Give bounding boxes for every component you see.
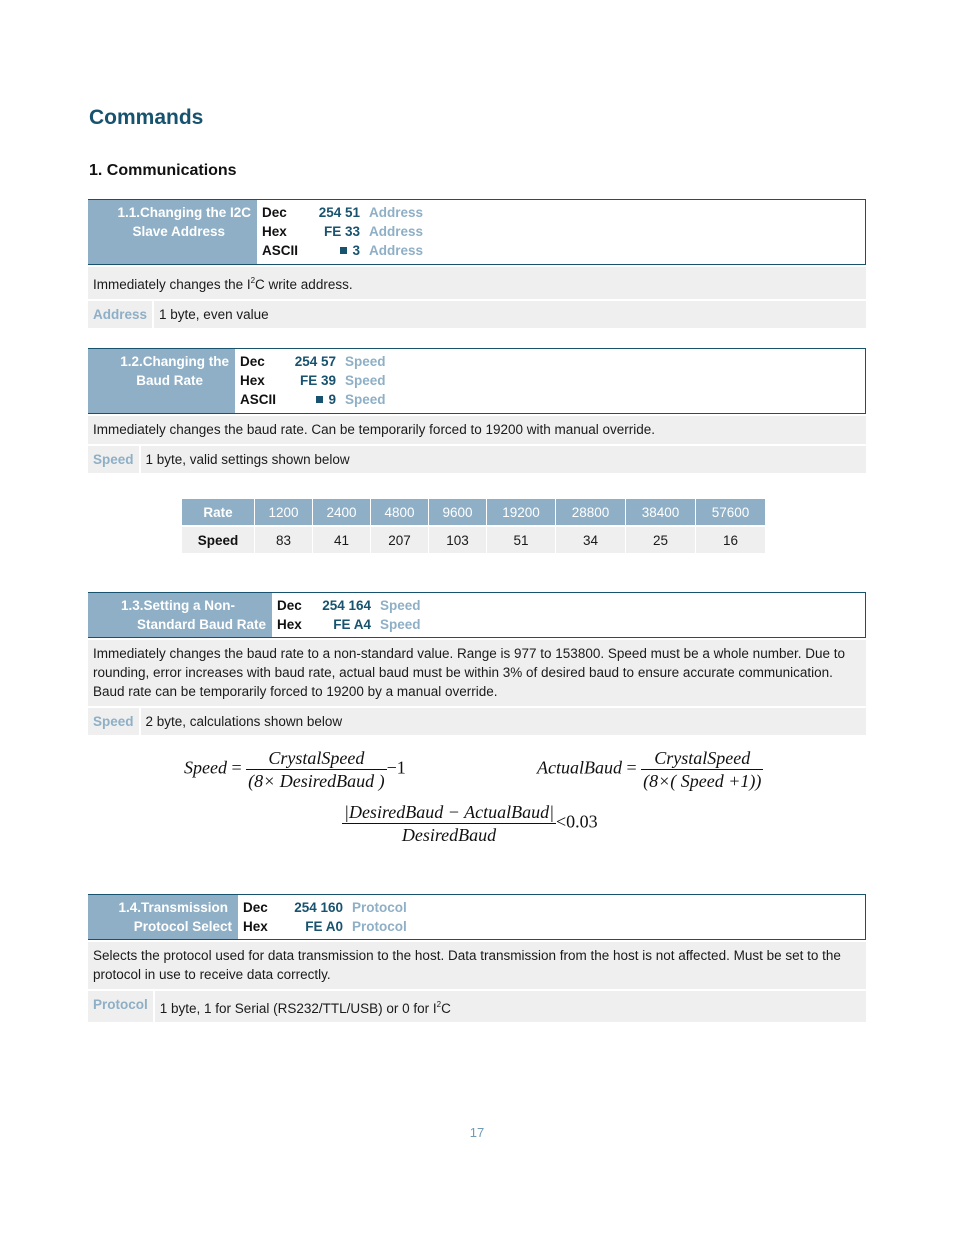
rate-cell: 38400: [626, 499, 696, 525]
rate-cell: 1200: [255, 499, 313, 525]
speed-cell: 41: [313, 525, 371, 553]
code-row-dec: Dec 254 57 Speed: [240, 354, 386, 369]
code-row-dec: Dec 254 164 Speed: [277, 598, 421, 613]
rate-label-cell: Rate: [182, 499, 255, 525]
page-heading: Commands: [89, 106, 204, 129]
baud-rate-table: [182, 499, 766, 553]
command-title: 1.4.Transmission Protocol Select: [88, 895, 238, 939]
parameter-row: [88, 708, 866, 735]
code-row-hex: Hex FE A4 Speed: [277, 617, 421, 632]
speed-label-cell: Speed: [182, 525, 255, 553]
command-title: 1.2.Changing the Baud Rate: [88, 349, 235, 413]
code-row-hex: Hex FE A0 Protocol: [243, 919, 407, 934]
speed-cell: 207: [371, 525, 429, 553]
parameter-name: Protocol: [88, 991, 153, 1022]
parameter-row: [88, 301, 866, 328]
parameter-description: 1 byte, valid settings shown below: [141, 446, 866, 473]
rate-header-row: [182, 499, 766, 525]
rate-cell: 57600: [696, 499, 766, 525]
speed-row: [182, 525, 766, 553]
command-description: Immediately changes the baud rate. Can be temporarily forced to 19200 with manual override.: [88, 416, 866, 444]
square-bullet-icon: [316, 396, 323, 403]
speed-formula: Speed = $\frac{\text{CrystalSpeed}}{\text{(8× DesiredBaud )}}$ −1: [184, 748, 406, 791]
command-description: Immediately changes the baud rate to a non-standard value. Range is 977 to 153800. Speed must be a whole number. Due to rounding, error increases with baud rate, actual baud must be within 3% of desired baud to ensure accurate communication. Baud rate can be temporarily forced to 19200 by a manual override.: [88, 640, 866, 706]
parameter-row: [88, 991, 866, 1022]
page-number: 17: [469, 1125, 485, 1140]
section-heading: 1. Communications: [89, 162, 237, 179]
command-codes: [257, 200, 423, 264]
parameter-description: 1 byte, 1 for Serial (RS232/TTL/USB) or 0 for $I^2C$: [155, 991, 866, 1022]
rate-cell: 2400: [313, 499, 371, 525]
code-row-ascii: ASCII 9 Speed: [240, 392, 386, 407]
speed-cell: 16: [696, 525, 766, 553]
parameter-description: 1 byte, even value: [154, 301, 866, 328]
rate-cell: 4800: [371, 499, 429, 525]
command-block-protocol-select: [88, 894, 866, 1022]
command-block-baud-rate: [88, 348, 866, 473]
code-row-ascii: ASCII 3 Address: [262, 243, 424, 258]
parameter-row: [88, 446, 866, 473]
command-description: Immediately changes the $I^2C$ write address.: [88, 267, 866, 299]
command-block-nonstandard-baud: [88, 592, 866, 735]
command-codes: [272, 593, 421, 637]
command-block-i2c-address: [88, 199, 866, 328]
speed-cell: 83: [255, 525, 313, 553]
command-description: Selects the protocol used for data transmission to the host. Data transmission from the host is not affected. Must be set to the protocol in use to receive data correctly.: [88, 942, 866, 989]
code-row-hex: Hex FE 39 Speed: [240, 373, 386, 388]
code-row-dec: Dec 254 51 Address: [262, 205, 424, 220]
error-formula: $\frac{\text{|DesiredBaud − ActualBaud|}}{\text{DesiredBaud}}$ <0.03: [344, 802, 598, 845]
code-row-dec: Dec 254 160 Protocol: [243, 900, 407, 915]
rate-cell: 19200: [487, 499, 556, 525]
parameter-name: Speed: [88, 446, 139, 473]
parameter-name: Address: [88, 301, 152, 328]
parameter-name: Speed: [88, 708, 139, 735]
command-codes: [238, 895, 407, 939]
square-bullet-icon: [340, 247, 347, 254]
rate-cell: 28800: [556, 499, 626, 525]
actual-baud-formula: ActualBaud = $\frac{\text{CrystalSpeed}}{\text{(8×( Speed +1))}}$: [537, 748, 762, 791]
parameter-description: 2 byte, calculations shown below: [141, 708, 866, 735]
speed-cell: 25: [626, 525, 696, 553]
speed-cell: 103: [429, 525, 487, 553]
code-row-hex: Hex FE 33 Address: [262, 224, 424, 239]
speed-cell: 51: [487, 525, 556, 553]
command-title: 1.1.Changing the I2C Slave Address: [88, 200, 257, 264]
command-codes: [235, 349, 386, 413]
rate-cell: 9600: [429, 499, 487, 525]
command-title: 1.3.Setting a Non- Standard Baud Rate: [88, 593, 272, 637]
speed-cell: 34: [556, 525, 626, 553]
